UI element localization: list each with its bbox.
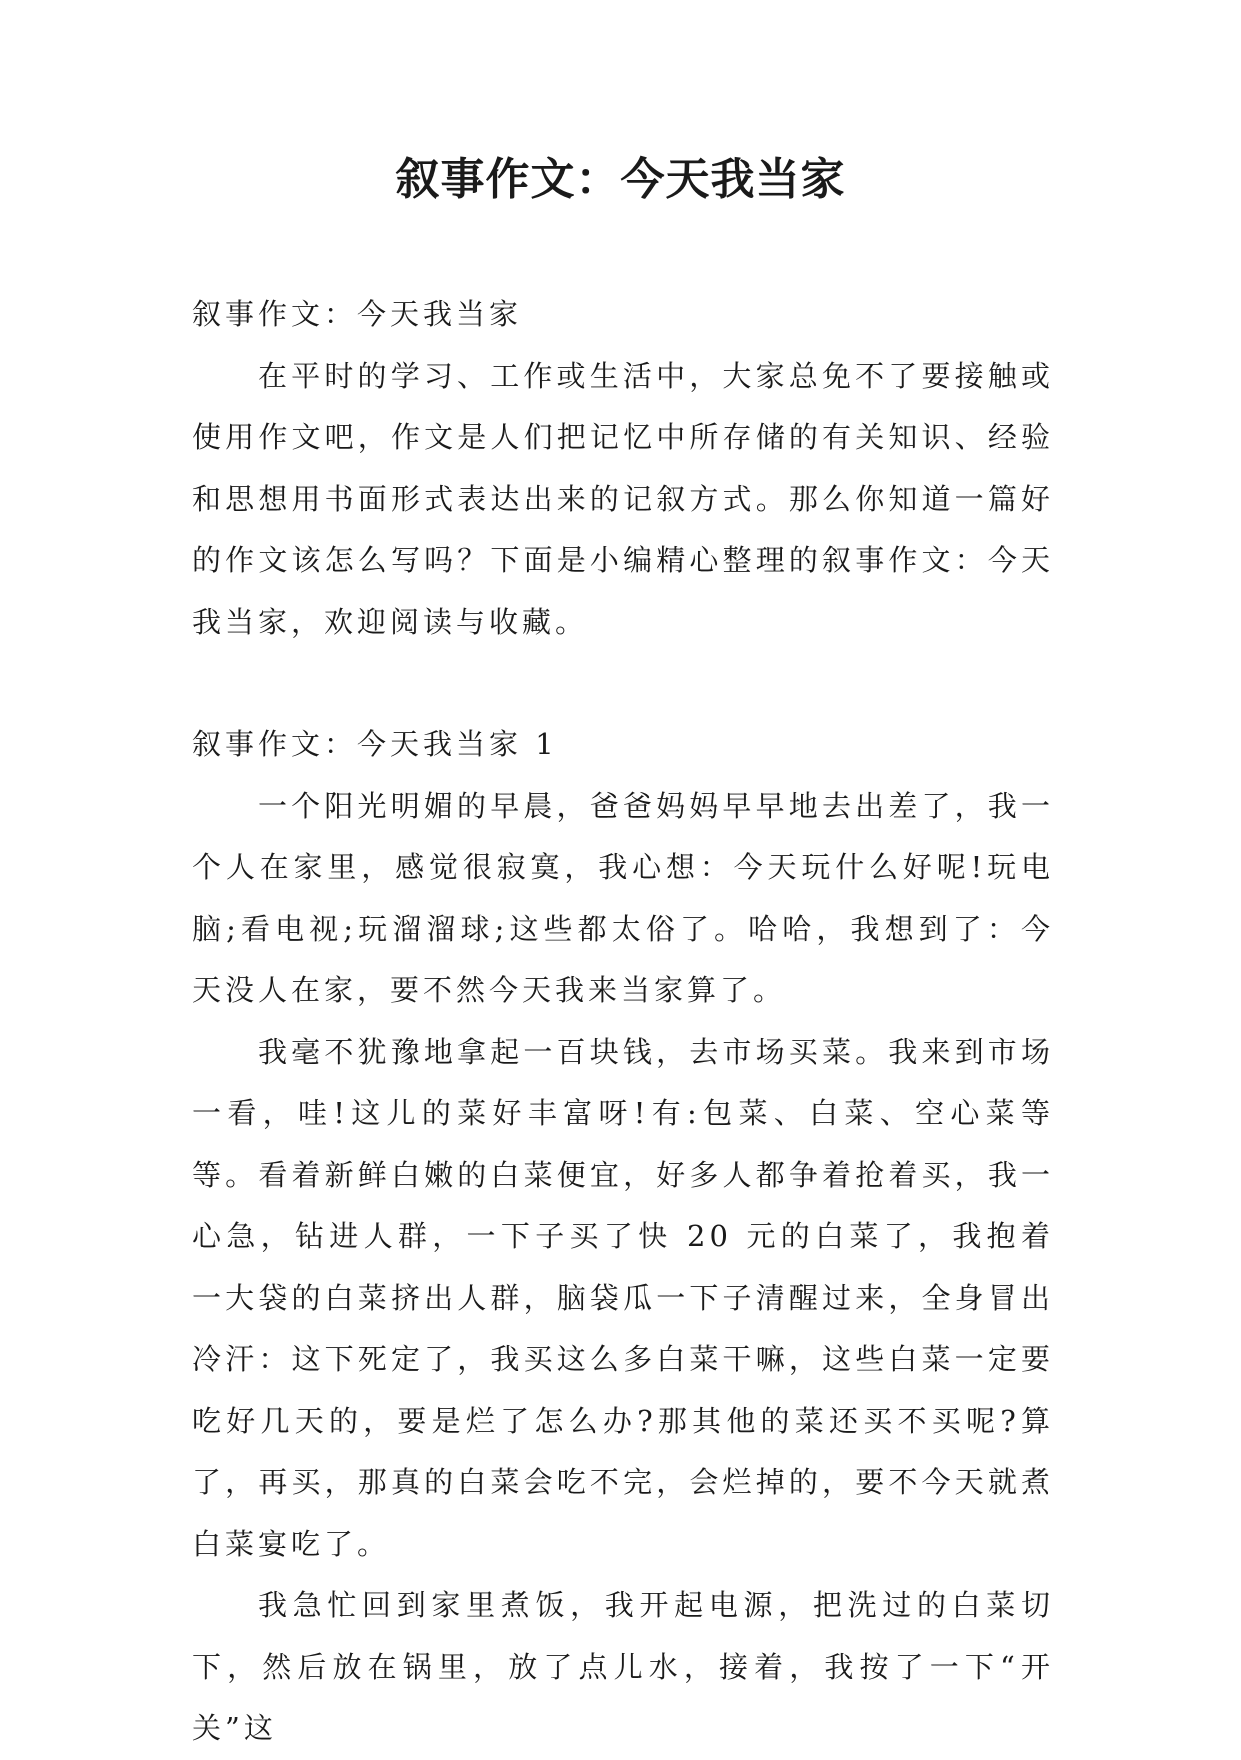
section-gap — [192, 653, 1054, 714]
section1-paragraph-3: 我急忙回到家里煮饭，我开起电源，把洗过的白菜切下，然后放在锅里，放了点儿水，接着，我按了一下“开关”这 — [192, 1588, 1054, 1745]
intro-heading: 叙事作文：今天我当家 — [192, 297, 523, 331]
document-title: 叙事作文：今天我当家 — [395, 154, 846, 205]
document-body — [192, 284, 1054, 1760]
intro-paragraph: 在平时的学习、工作或生活中，大家总免不了要接触或使用作文吧，作文是人们把记忆中所存储的有关知识、经验和思想用书面形式表达出来的记叙方式。那么你知道一篇好的作文该怎么写吗？下面是小编精心整理的叙事作文：今天我当家，欢迎阅读与收藏。 — [192, 358, 1054, 639]
section1-paragraph-1: 一个阳光明媚的早晨，爸爸妈妈早早地去出差了，我一个人在家里，感觉很寂寞，我心想：今天玩什么好呢!玩电脑;看电视;玩溜溜球;这些都太俗了。哈哈，我想到了：今天没人在家，要不然今天我来当家算了。 — [192, 788, 1054, 1007]
section1-paragraph-2: 我毫不犹豫地拿起一百块钱，去市场买菜。我来到市场一看，哇!这儿的菜好丰富呀!有:包菜、白菜、空心菜等等。看着新鲜白嫩的白菜便宜，好多人都争着抢着买，我一心急，钻进人群，一下子买了快 20 元的白菜了，我抱着一大袋的白菜挤出人群，脑袋瓜一下子清醒过来，全身冒出冷汗：这下死定了，我买这么多白菜干嘛，这些白菜一定要吃好几天的，要是烂了怎么办?那其他的菜还买不买呢?算了，再买，那真的白菜会吃不完，会烂掉的，要不今天就煮白菜宴吃了。 — [192, 1034, 1054, 1561]
section1-heading: 叙事作文：今天我当家 1 — [192, 727, 558, 761]
